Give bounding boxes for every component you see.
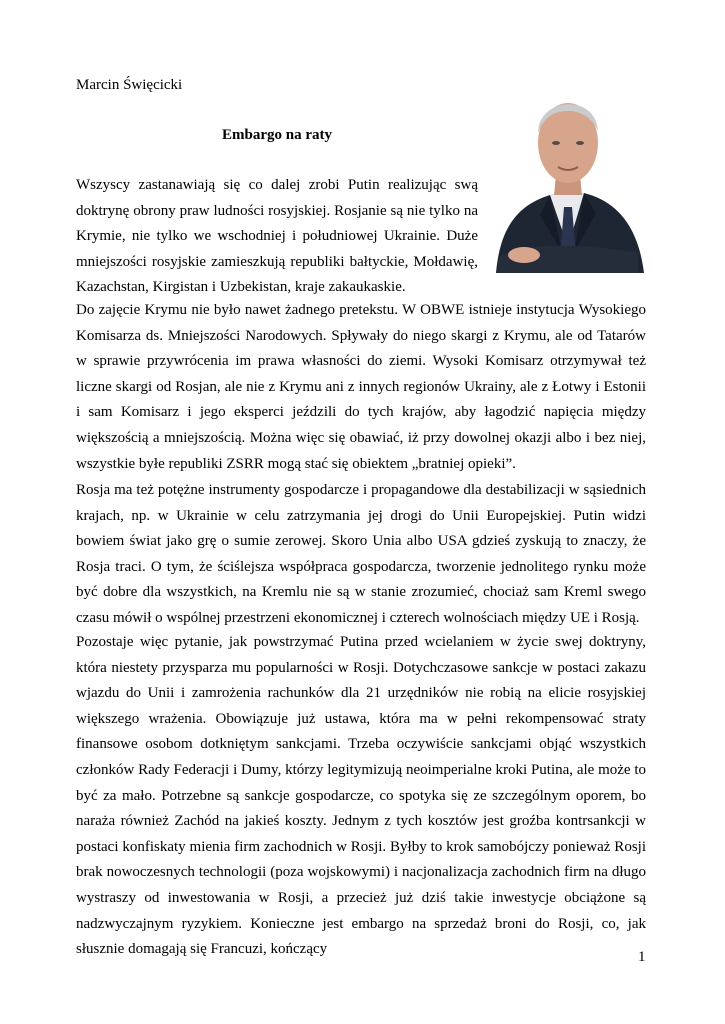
author-photo: [488, 67, 646, 273]
portrait-image: [488, 67, 646, 273]
intro-paragraph: Wszyscy zastanawiają się co dalej zrobi Putin realizując swą doktrynę obrony praw ludności rosyjskiej. Rosjanie są nie tylko na Krymie, nie tylko we wschodniej i południowej Ukrainie. Duże mniejszości rosyjskie zamieszkują republiki bałtyckie, Mołdawię, Kazachstan, Kirgistan i Uzbekistan, kraje zakaukaskie.: [76, 177, 478, 296]
paragraph-1: Do zajęcie Krymu nie było nawet żadnego pretekstu. W OBWE istnieje instytucja Wysokiego Komisarza ds. Mniejszości Narodowych. Spływały do niego skargi z Krymu, ale od Tatarów w sprawie przywrócenia im prawa własności do ziemi. Wysoki Komisarz otrzymywał też liczne skargi od Rosjan, ale nie z Krymu ani z innych regionów Ukrainy, ale z Łotwy i Estonii i sam Komisarz i jego eksperci jeździli do tych krajów, aby łagodzić napięcia między większością a mniejszością. Można więc się obawiać, iż przy dowolnej okazji albo i bez niej, wszystkie byłe republiki ZSRR mogą stać się obiektem „bratniej opieki”.: [76, 302, 646, 472]
author-name: Marcin Święcicki: [76, 77, 183, 93]
article-title: Embargo na raty: [222, 127, 332, 143]
paragraph-2: Rosja ma też potężne instrumenty gospodarcze i propagandowe dla destabilizacji w sąsiednich krajach, np. w Ukrainie w celu zatrzymania jej drogi do Unii Europejskiej. Putin widzi bowiem świat jako grę o sumie zerowej. Skoro Unia albo USA gdzieś zyskują to znaczy, że Rosja traci. O tym, że ściślejsza współpraca gospodarcza, tworzenie jednolitego rynku może być dobre dla wszystkich, na Kremlu nie są w stanie zrozumieć, chociaż sam Kreml swego czasu mówił o wspólnej przestrzeni ekonomicznej i czterech wolnościach między UE i Rosją.: [76, 482, 646, 626]
page-number: 1: [638, 949, 646, 965]
paragraph-3: Pozostaje więc pytanie, jak powstrzymać Putina przed wcielaniem w życie swej doktryny, która niestety przysparza mu popularności w Rosji. Dotychczasowe sankcje w postaci zakazu wjazdu do Unii i zamrożenia rachunków dla 21 urzędników nie robią na elicie rosyjskiej większego wrażenia. Obowiązuje już ustawa, która ma w pełni rekompensować straty finansowe osobom dotkniętym sankcjami. Trzeba oczywiście sankcjami objąć wszystkich członków Rady Federacji i Dumy, którzy legitymizują neoimperialne kroki Putina, ale może to być za mało. Potrzebne są sankcje gospodarcze, co spotyka się ze szczególnym oporem, bo naraża również Zachód na jakieś koszty. Jednym z tych kosztów jest groźba kontrsankcji w postaci konfiskaty mienia firm zachodnich w Rosji. Byłby to krok samobójczy ponieważ Rosji brak nowoczesnych technologii (poza wojskowymi) i nacjonalizacja zachodnich firm na długo wystraszy od inwestowania w Rosji, a przecież już dziś takie inwestycje obciążone są nadzwyczajnym ryzykiem. Konieczne jest embargo na sprzedaż broni do Rosji, co, jak słusznie domagają się Francuzi, kończący: [76, 634, 646, 958]
